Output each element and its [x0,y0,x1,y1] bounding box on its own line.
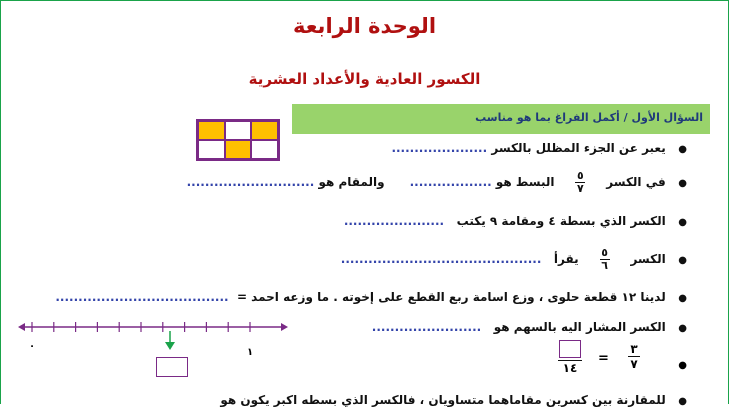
right-arrowhead-icon [281,323,288,331]
item-4 [341,247,687,272]
grid-cell [225,121,252,140]
grid-cell [198,121,225,140]
unit-title: الوحدة الرابعة [292,14,437,38]
item-3-text: الكسر الذي بسطة ٤ ومقامة ٩ يكتب [456,214,666,228]
item-8-text: للمقارنة بين كسرين مقاماهما متساويان ، فالكسر الذي بسطه اكبر يكون هو [220,393,666,407]
bullet-icon: ● [678,360,687,371]
lesson-subtitle: الكسور العادية والأعداد العشرية [248,70,481,88]
grid-cell [251,140,278,159]
answer-blank[interactable]: ............................................ [340,252,542,266]
grid-cell [251,121,278,140]
left-arrowhead-icon [18,323,25,331]
answer-blank[interactable]: ..................... [391,141,488,155]
item-5 [55,290,687,304]
fraction-blank-14 [558,340,582,375]
bullet-icon: ● [678,255,687,266]
fraction-3-7 [628,342,640,371]
number-line-zero-label: ٠ [29,341,36,352]
numerator: ٣ [630,342,638,356]
bullet-icon: ● [678,396,687,407]
answer-blank[interactable]: ...................... [343,214,445,228]
answer-blank[interactable]: .................. [409,175,492,189]
answer-blank[interactable]: ............................ [186,175,315,189]
item-2 [187,170,687,195]
green-down-arrow-icon [164,331,176,351]
bullet-icon: ● [678,293,687,304]
equals-sign: = [598,351,609,366]
denominator: ٦ [601,259,608,272]
bullet-icon: ● [678,178,687,189]
shaded-fraction-grid [196,119,280,161]
item-3 [344,214,687,228]
item-4-post: يقرأ [553,252,579,266]
denominator: ١٤ [562,361,578,375]
grid-cell [198,140,225,159]
answer-blank[interactable]: ........................ [371,320,482,334]
denominator: ٧ [630,357,638,371]
numerator-answer-box[interactable] [559,340,581,358]
item-2-post: والمقام هو [318,175,385,189]
numerator: ٥ [577,169,584,182]
bullet-icon: ● [678,323,687,334]
fraction-5-7 [575,170,585,195]
item-4-pre: الكسر [630,252,666,266]
item-5-text: لدينا ١٢ قطعة حلوى ، وزع اسامة ربع القطع على إخوته . ما وزعه احمد = [236,290,666,304]
numerator: ٥ [601,246,608,259]
item-6 [372,320,687,334]
grid-cell [225,140,252,159]
number-line-one-label: ١ [247,347,254,358]
item-1-text: يعبر عن الجزء المظلل بالكسر [491,141,666,155]
item-2-mid: البسط هو [495,175,555,189]
answer-blank[interactable]: ...................................... [55,290,229,304]
bullet-icon: ● [678,144,687,155]
bullet-icon: ● [678,217,687,228]
fraction-5-6 [600,247,610,272]
item-1 [391,141,687,155]
question-heading: السؤال الأول / أكمل الفراغ بما هو مناسب [475,111,703,124]
denominator: ٧ [577,182,584,195]
answer-box[interactable] [156,357,188,377]
item-6-text: الكسر المشار اليه بالسهم هو [493,320,666,334]
item-2-pre: في الكسر [606,175,666,189]
number-line [18,318,288,340]
